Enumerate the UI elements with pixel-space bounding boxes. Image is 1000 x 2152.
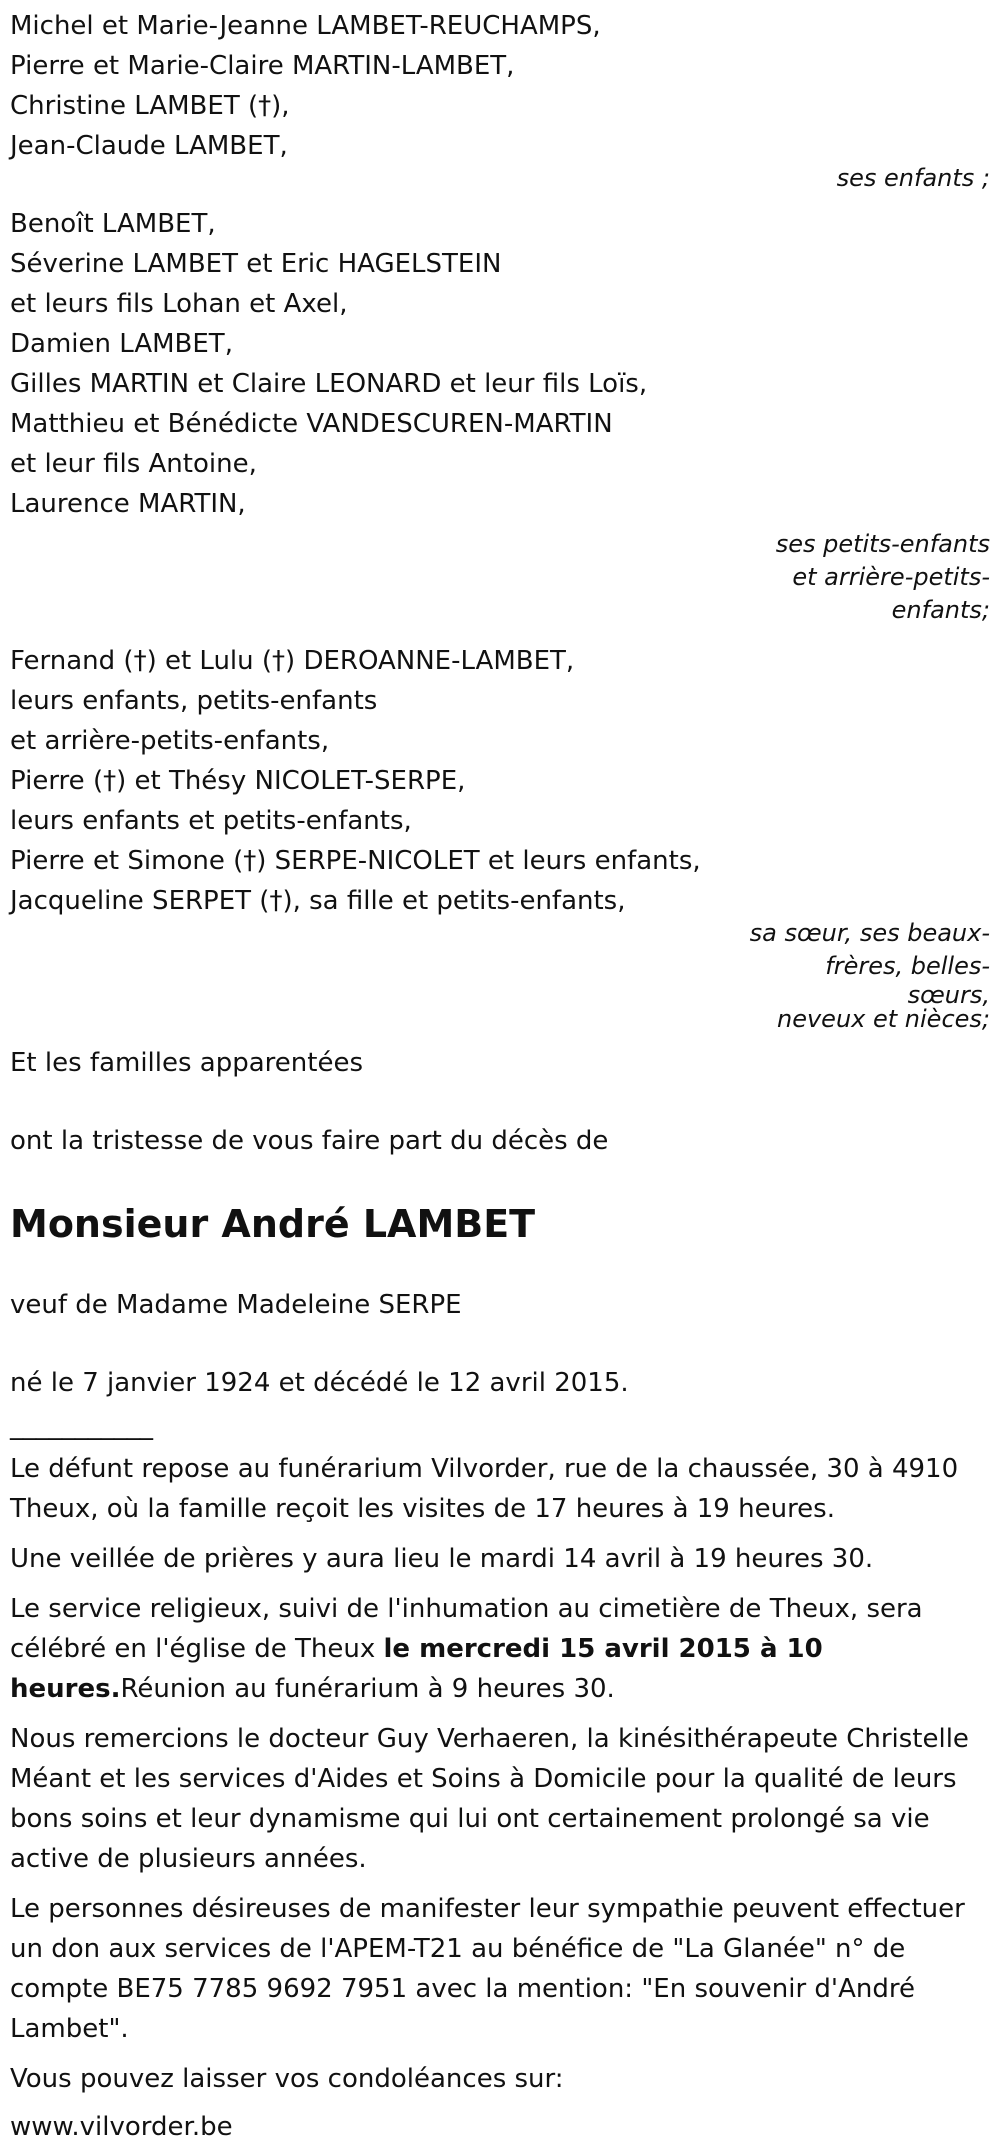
grandchildren-caption-line: enfants; — [891, 596, 990, 624]
widower-text: veuf de Madame Madeleine SERPE — [10, 1290, 462, 1320]
siblings-caption-line: neveux et nièces; — [777, 1005, 990, 1033]
service-paragraph — [10, 1589, 990, 1709]
children-line: Michel et Marie-Jeanne LAMBET-REUCHAMPS, — [10, 11, 601, 41]
children-line: Jean-Claude LAMBET, — [10, 131, 288, 161]
siblings-caption — [10, 917, 990, 1031]
widower-line — [10, 1285, 990, 1325]
grandchildren-line: Benoît LAMBET, — [10, 209, 216, 239]
grandchildren-caption-line: ses petits-enfants — [775, 530, 990, 558]
vigil-paragraph: Une veillée de prières y aura lieu le mardi 14 avril à 19 heures 30. — [10, 1544, 874, 1574]
siblings-caption-line: frères, belles- — [825, 952, 990, 980]
siblings-line: et arrière-petits-enfants, — [10, 726, 330, 756]
children-line: Christine LAMBET (†), — [10, 91, 290, 121]
grandchildren-line: Matthieu et Bénédicte VANDESCUREN-MARTIN — [10, 409, 613, 439]
dates-line — [10, 1363, 990, 1403]
siblings-line: leurs enfants, petits-enfants — [10, 686, 378, 716]
grandchildren-caption — [10, 528, 990, 627]
children-caption-line: ses enfants ; — [836, 164, 990, 192]
siblings-line: Pierre et Simone (†) SERPE-NICOLET et leurs enfants, — [10, 846, 701, 876]
siblings-list — [10, 641, 990, 921]
siblings-line: Fernand (†) et Lulu (†) DEROANNE-LAMBET, — [10, 646, 575, 676]
grandchildren-line: et leurs fils Lohan et Axel, — [10, 289, 348, 319]
siblings-caption-line: sœurs, — [907, 981, 990, 1009]
grandchildren-line: et leur fils Antoine, — [10, 449, 257, 479]
children-caption — [10, 162, 990, 194]
siblings-line: Jacqueline SERPET (†), sa fille et petits-enfants, — [10, 886, 626, 916]
children-list — [10, 0, 990, 166]
siblings-line: Pierre (†) et Thésy NICOLET-SERPE, — [10, 766, 466, 796]
grandchildren-list — [10, 204, 990, 524]
service-meeting: Réunion au funérarium à 9 heures 30. — [120, 1674, 615, 1704]
announcement-line — [10, 1121, 990, 1161]
grandchildren-line: Laurence MARTIN, — [10, 489, 246, 519]
service-date: le mercredi 15 avril 2015 à 10 heures. — [10, 1634, 823, 1704]
divider: ___________ — [10, 1411, 153, 1441]
siblings-caption-line: sa sœur, ses beaux- — [749, 919, 990, 947]
repose-paragraph: Le défunt repose au funérarium Vilvorder, rue de la chaussée, 30 à 4910 Theux, où la famille reçoit les visites de 17 heures à 19 heures. — [10, 1454, 959, 1524]
condolences-paragraph: Vous pouvez laisser vos condoléances sur: — [10, 2064, 564, 2094]
service-text: Le service religieux, suivi de l'inhumation au cimetière de Theux, sera célébré en l'église de Theux — [10, 1594, 923, 1664]
families-text: Et les familles apparentées — [10, 1048, 364, 1078]
deceased-name: Monsieur André LAMBET — [10, 1202, 536, 1246]
website-link[interactable]: www.vilvorder.be — [10, 2112, 233, 2142]
siblings-line: leurs enfants et petits-enfants, — [10, 806, 412, 836]
donation-paragraph: Le personnes désireuses de manifester leur sympathie peuvent effectuer un don aux services de l'APEM-T21 au bénéfice de "La Glanée" n° de compte BE75 7785 9692 7951 avec la mention: "En souvenir d'André Lambet". — [10, 1894, 965, 2044]
details-section — [10, 1449, 990, 2147]
thanks-paragraph: Nous remercions le docteur Guy Verhaeren, la kinésithérapeute Christelle Méant et les services d'Aides et Soins à Domicile pour la qualité de leurs bons soins et leur dynamisme qui lui ont certainement prolongé sa vie active de plusieurs années. — [10, 1724, 969, 1874]
grandchildren-line: Séverine LAMBET et Eric HAGELSTEIN — [10, 249, 502, 279]
grandchildren-line: Gilles MARTIN et Claire LEONARD et leur fils Loïs, — [10, 369, 648, 399]
grandchildren-line: Damien LAMBET, — [10, 329, 233, 359]
dates-text: né le 7 janvier 1924 et décédé le 12 avril 2015. — [10, 1368, 629, 1398]
announcement-text: ont la tristesse de vous faire part du décès de — [10, 1126, 609, 1156]
children-line: Pierre et Marie-Claire MARTIN-LAMBET, — [10, 51, 515, 81]
families-line — [10, 1043, 990, 1083]
grandchildren-caption-line: et arrière-petits- — [792, 563, 990, 591]
